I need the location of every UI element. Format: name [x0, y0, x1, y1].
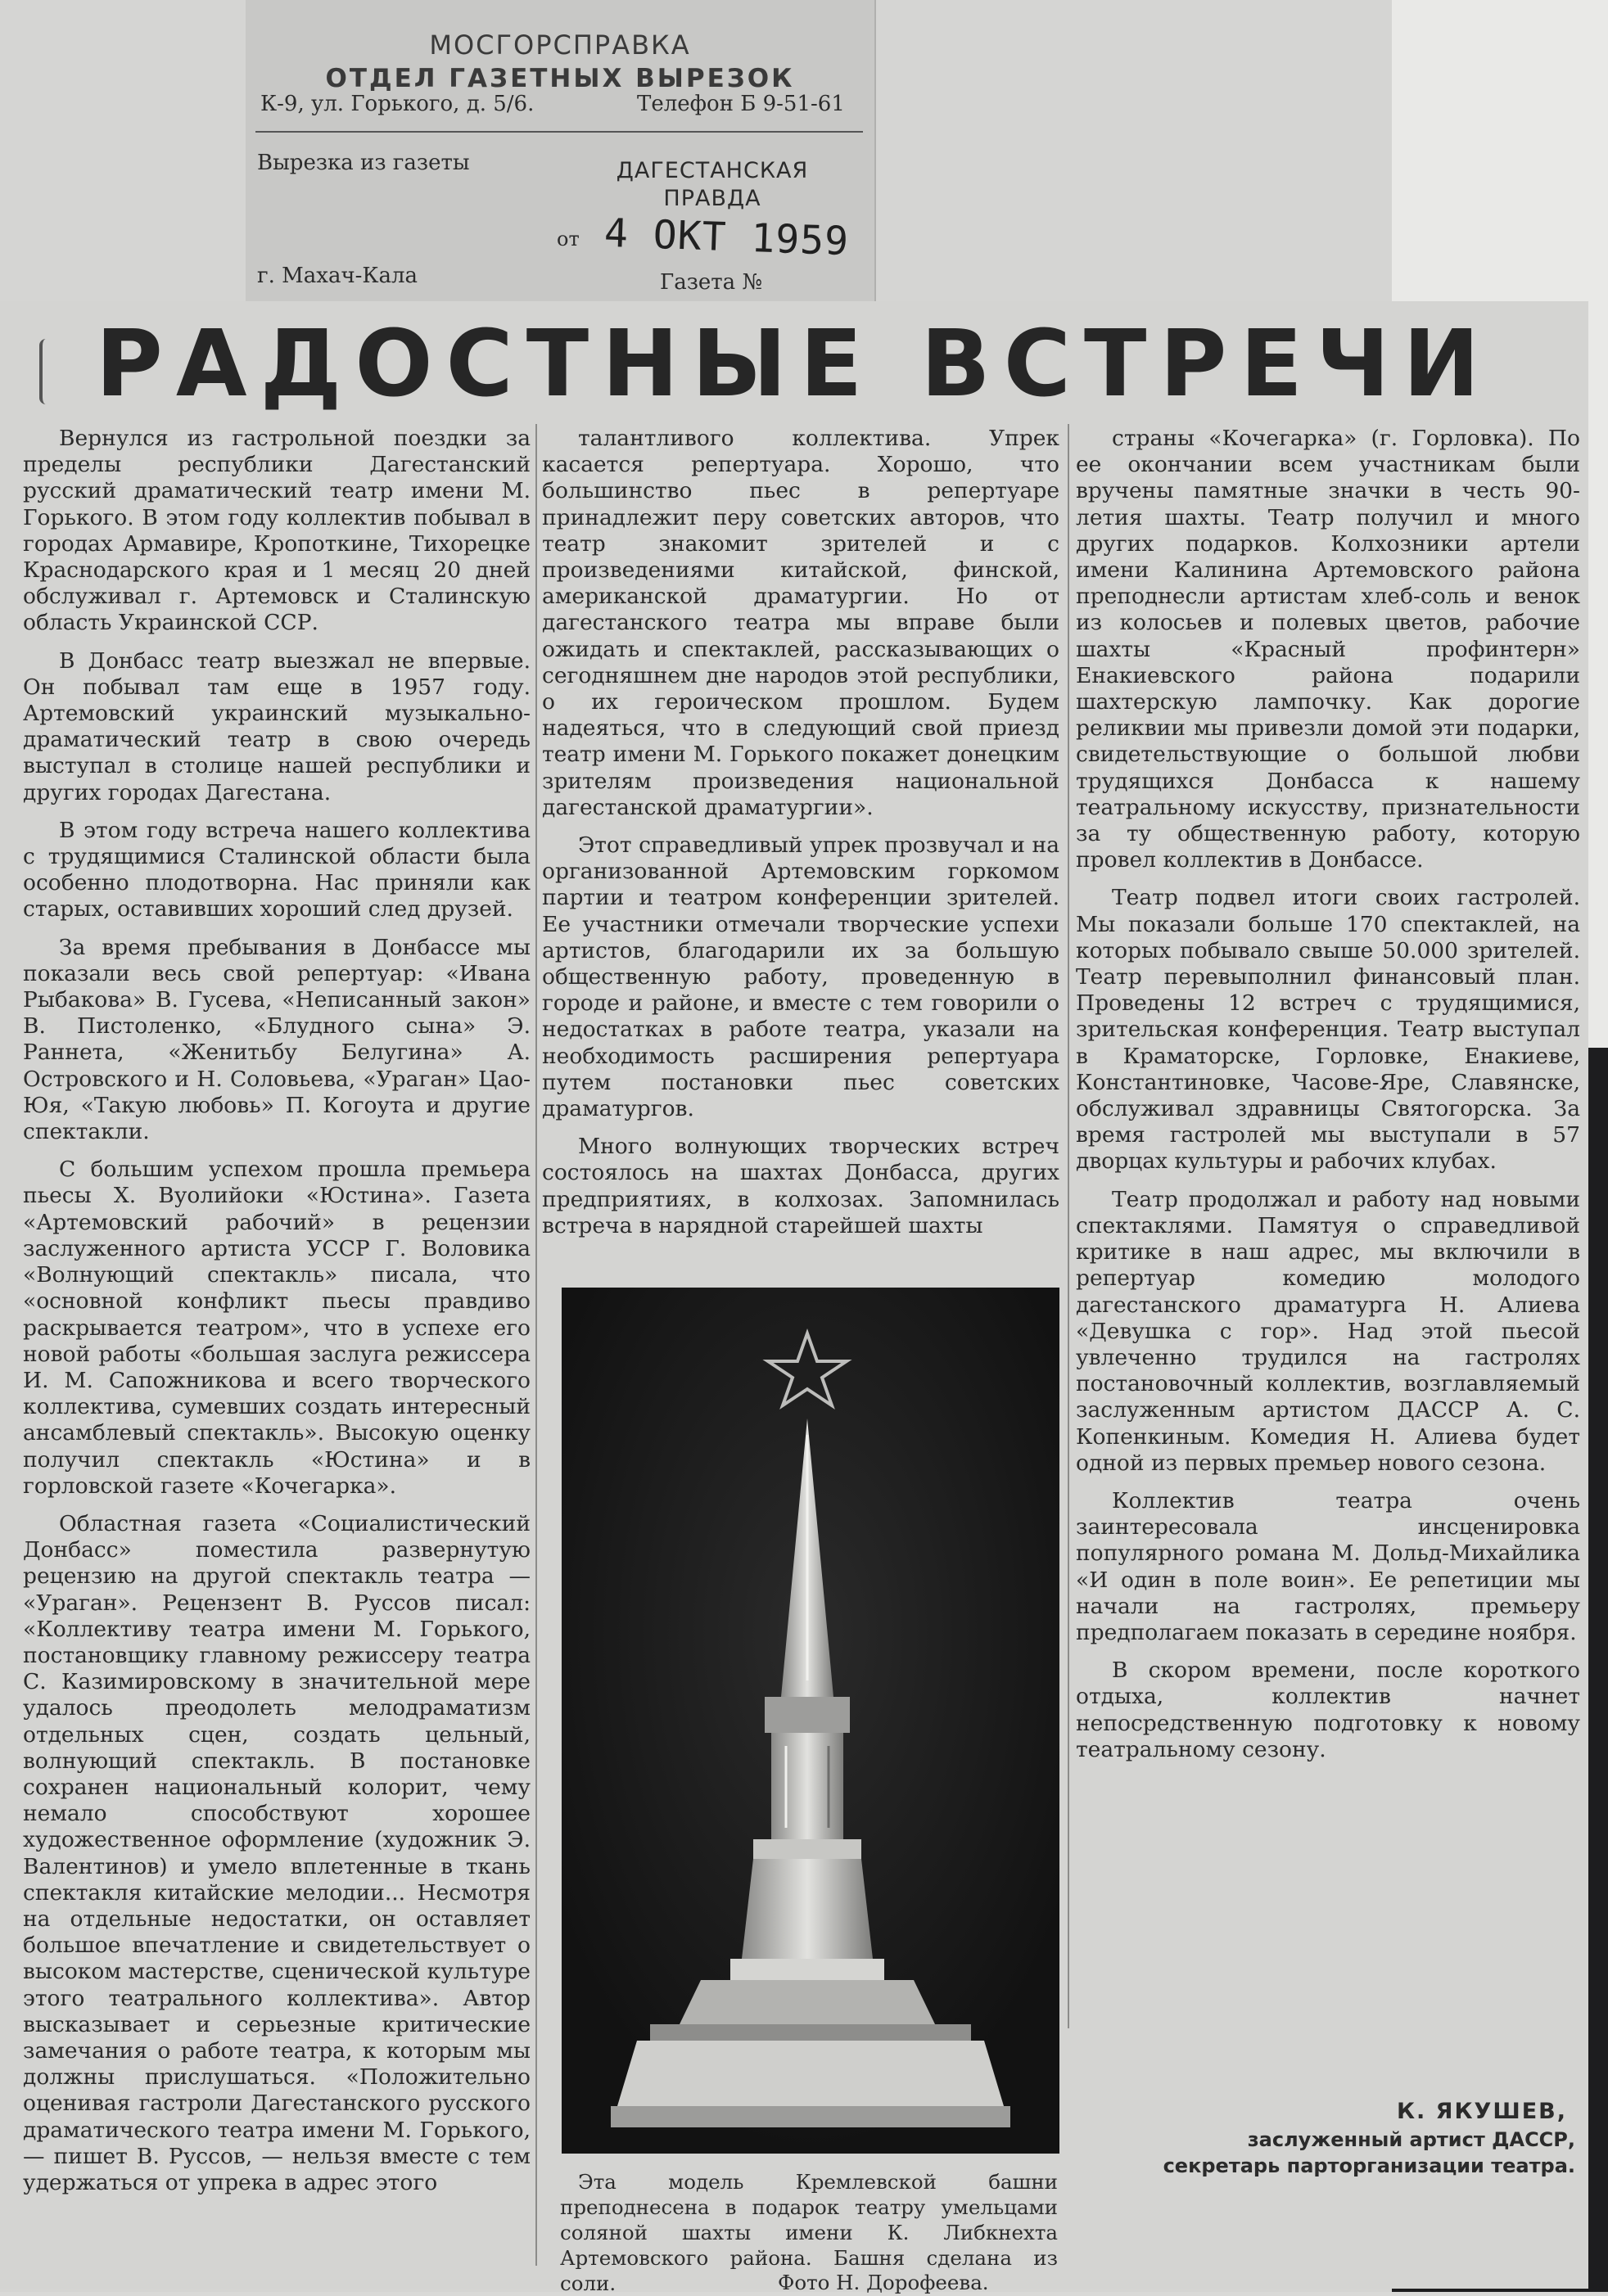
paragraph: В Донбасс театр выезжал не впервые. Он побывал там еще в 1957 году. Артемовский украинский музыкально-драматический театр в свою очередь выступал в столице нашей республики и других городах Дагестана.	[23, 647, 531, 805]
paragraph: Областная газета «Социалистический Донбасс» поместила развернутую рецензию на другой спектакль театра — «Ураган». Рецензент В. Руссов писал: «Коллективу театра имени М. Горького, постановщику главному режиссеру театра С. Казимировскому в значительной мере удалось преодолеть мелодраматизм отдельных сцен, создать цельный, волнующий спектакль. В постановке сохранен национальный колорит, чему немало способствуют хорошее художественное оформление (художник Э. Валентинов) и умело вплетенные в ткань спектакля китайские мелодии... Несмотря на отдельные недостатки, он оставляет большое впечатление и свидетельствует о высоком мастерстве, сценической культуре этого театрального коллектива». Автор высказывает и серьезные критические замечания о работе театра, к которым мы должны прислушаться. «Положительно оценивая гастроли Дагестанского русского драматического театра имени М. Горького, — пишет В. Руссов, — нельзя вместе с тем удержаться от упрека в адрес этого	[23, 1510, 531, 2195]
paragraph: Много волнующих творческих встреч состоялось на шахтах Донбасса, других предприятиях, в колхозах. Запомнилась встреча в нарядной старейшей шахты	[542, 1134, 1059, 1238]
label-date-stamp: 4 ОКТ 1959	[603, 210, 850, 265]
signature-title: заслуженный артист ДАССР,	[1247, 2128, 1575, 2151]
clipping-service-label	[246, 0, 876, 303]
photo-caption: Эта модель Кремлевской башни преподнесена в подарок театру умельцами соляной шахты имени К. Либкнехта Артемовского района. Башня сделана из соли.	[560, 2170, 1058, 2295]
paragraph: За время пребывания в Донбассе мы показали весь свой репертуар: «Ивана Рыбакова» В. Гусева, «Неписанный закон» В. Пистоленко, «Блудного сына» Э. Раннета, «Женитьбу Белугина» А. Островского и Н. Соловьева, «Ураган» Цао-Юя, «Такую любовь» П. Когоута и другие спектакли.	[23, 934, 531, 1145]
column-rule	[1068, 424, 1069, 2028]
paragraph: В скором времени, после короткого отдыха, коллектив начнет непосредственную подготовку к новому театральному сезону.	[1076, 1658, 1580, 1762]
paragraph: Коллектив театра очень заинтересовала инсценировка популярного романа М. Дольд-Михайлика «И один в поле воин». Ее репетиции мы начали на гастролях, премьеру предполагаем показать в середине ноября.	[1076, 1487, 1580, 1645]
label-clipping-from: Вырезка из газеты	[257, 151, 470, 175]
article-title: РАДОСТНЫЕ ВСТРЕЧИ	[95, 311, 1493, 417]
signature-name: К. ЯКУШЕВ,	[1396, 2099, 1567, 2124]
label-divider	[255, 131, 863, 133]
column-rule	[535, 424, 537, 2266]
paragraph: Театр подвел итоги своих гастролей. Мы показали больше 170 спектаклей, на которых побывало свыше 50.000 зрителей. Театр перевыполнил финансовый план. Проведены 12 встреч с трудящимися, зрительская конференция. Театр выступал в Краматорске, Горловке, Енакиеве, Константиновке, Часове-Яре, Славянске, обслуживал здравницы Святогорска. За время гастролей мы выступали в 57 дворцах культуры и рабочих клубах.	[1076, 885, 1580, 1175]
paragraph: Этот справедливый упрек прозвучал и на организованной Артемовским горкомом партии и театром конференции зрителей. Ее участники отмечали творческие успехи артистов, благодарили их за большую общественную работу, проведенную в городе и районе, и вместе с тем говорили о недостатках в работе театра, указали на необходимость расширения репертуара путем постановки пьес советских драматургов.	[542, 832, 1059, 1122]
paragraph: Театр продолжал и работу над новыми спектаклями. Памятуя о справедливой критике в наш адрес, мы включили в репертуар комедию молодого дагестанского драматурга Н. Алиева «Девушка с гор». Над этой пьесой увлеченно трудился на гастролях постановочный коллектив, возглавляемый заслуженным артистом ДАССР А. С. Копенкиным. Комедия Н. Алиева будет одной из первых премьер нового сезона.	[1076, 1186, 1580, 1476]
label-phone: Телефон Б 9-51-61	[637, 92, 845, 116]
label-newspaper: ДАГЕСТАНСКАЯ ПРАВДА	[616, 158, 809, 211]
paragraph: С большим успехом прошла премьера пьесы Х. Вуолийоки «Юстина». Газета «Артемовский рабочий» в рецензии заслуженного артиста УССР Г. Воловика «Волнующий спектакль» писала, что «основной конфликт пьесы правдиво раскрывается театром», что в успехе его новой работы «большая заслуга режиссера И. М. Сапожникова и всего творческого коллектива, сумевших создать интересный ансамблевый спектакль». Высокую оценку получил спектакль «Юстина» и в горловской газете «Кочегарка».	[23, 1157, 531, 1499]
label-gazette-number: Газета №	[660, 270, 763, 295]
article-column-3	[1076, 426, 1580, 1763]
paragraph: В этом году встреча нашего коллектива с трудящимися Сталинской области была особенно плодотворна. Нас приняли как старых, оставивших хороший след друзей.	[23, 817, 531, 922]
article-column-1	[23, 426, 531, 2196]
newspaper-article	[0, 301, 1588, 2295]
paragraph: Вернулся из гастрольной поездки за пределы республики Дагестанский русский драматический театр имени М. Горького. В этом году коллектив побывал в городах Армавире, Кропоткине, Тихорецке Краснодарского края и 1 месяц 20 дней обслуживал г. Артемовск и Сталинскую область Украинской ССР.	[23, 426, 531, 636]
label-city: г. Махач-Кала	[257, 264, 418, 288]
label-address: К-9, ул. Горького, д. 5/6.	[260, 92, 535, 116]
paragraph: страны «Кочегарка» (г. Горловка). По ее окончании всем участникам были вручены памятные значки в честь 90-летия шахты. Театр получил и много других подарков. Колхозники артели имени Калинина Артемовского района преподнесли артистам хлеб-соль и венок из колосьев и полевых цветов, рабочие шахты «Красный профинтерн» Енакиевского района подарили шахтерскую лампочку. Как дорогие реликвии мы привезли домой эти подарки, свидетельствующие о большой любви трудящихся Донбасса к нашему театральному искусству, признательности за ту общественную работу, которую провел коллектив в Донбассе.	[1076, 426, 1580, 873]
article-column-2	[542, 426, 1059, 1239]
paragraph: талантливого коллектива. Упрек касается репертуара. Хорошо, что большинство пьес в репертуаре принадлежит перу советских авторов, что театр знакомит зрителей и с произведениями китайской, финской, американской драматургии. Но от дагестанского театра мы вправе были ожидать и спектаклей, рассказывающих о сегодняшнем дне народов этой республики, о их героическом прошлом. Будем надеяться, что в следующий свой приезд театр имени М. Горького покажет донецким зрителям произведения национальной дагестанской драматургии».	[542, 426, 1059, 820]
tower-photo-image	[562, 1288, 1059, 2154]
photo-credit: Фото Н. Дорофеева.	[778, 2271, 989, 2294]
label-org: МОСГОРСПРАВКА	[429, 29, 691, 61]
photo-kremlin-tower-model	[562, 1288, 1059, 2154]
label-department: ОТДЕЛ ГАЗЕТНЫХ ВЫРЕЗОК	[325, 64, 795, 93]
label-date-prefix: от	[557, 228, 580, 250]
signature-title: секретарь парторганизации театра.	[1163, 2154, 1575, 2177]
